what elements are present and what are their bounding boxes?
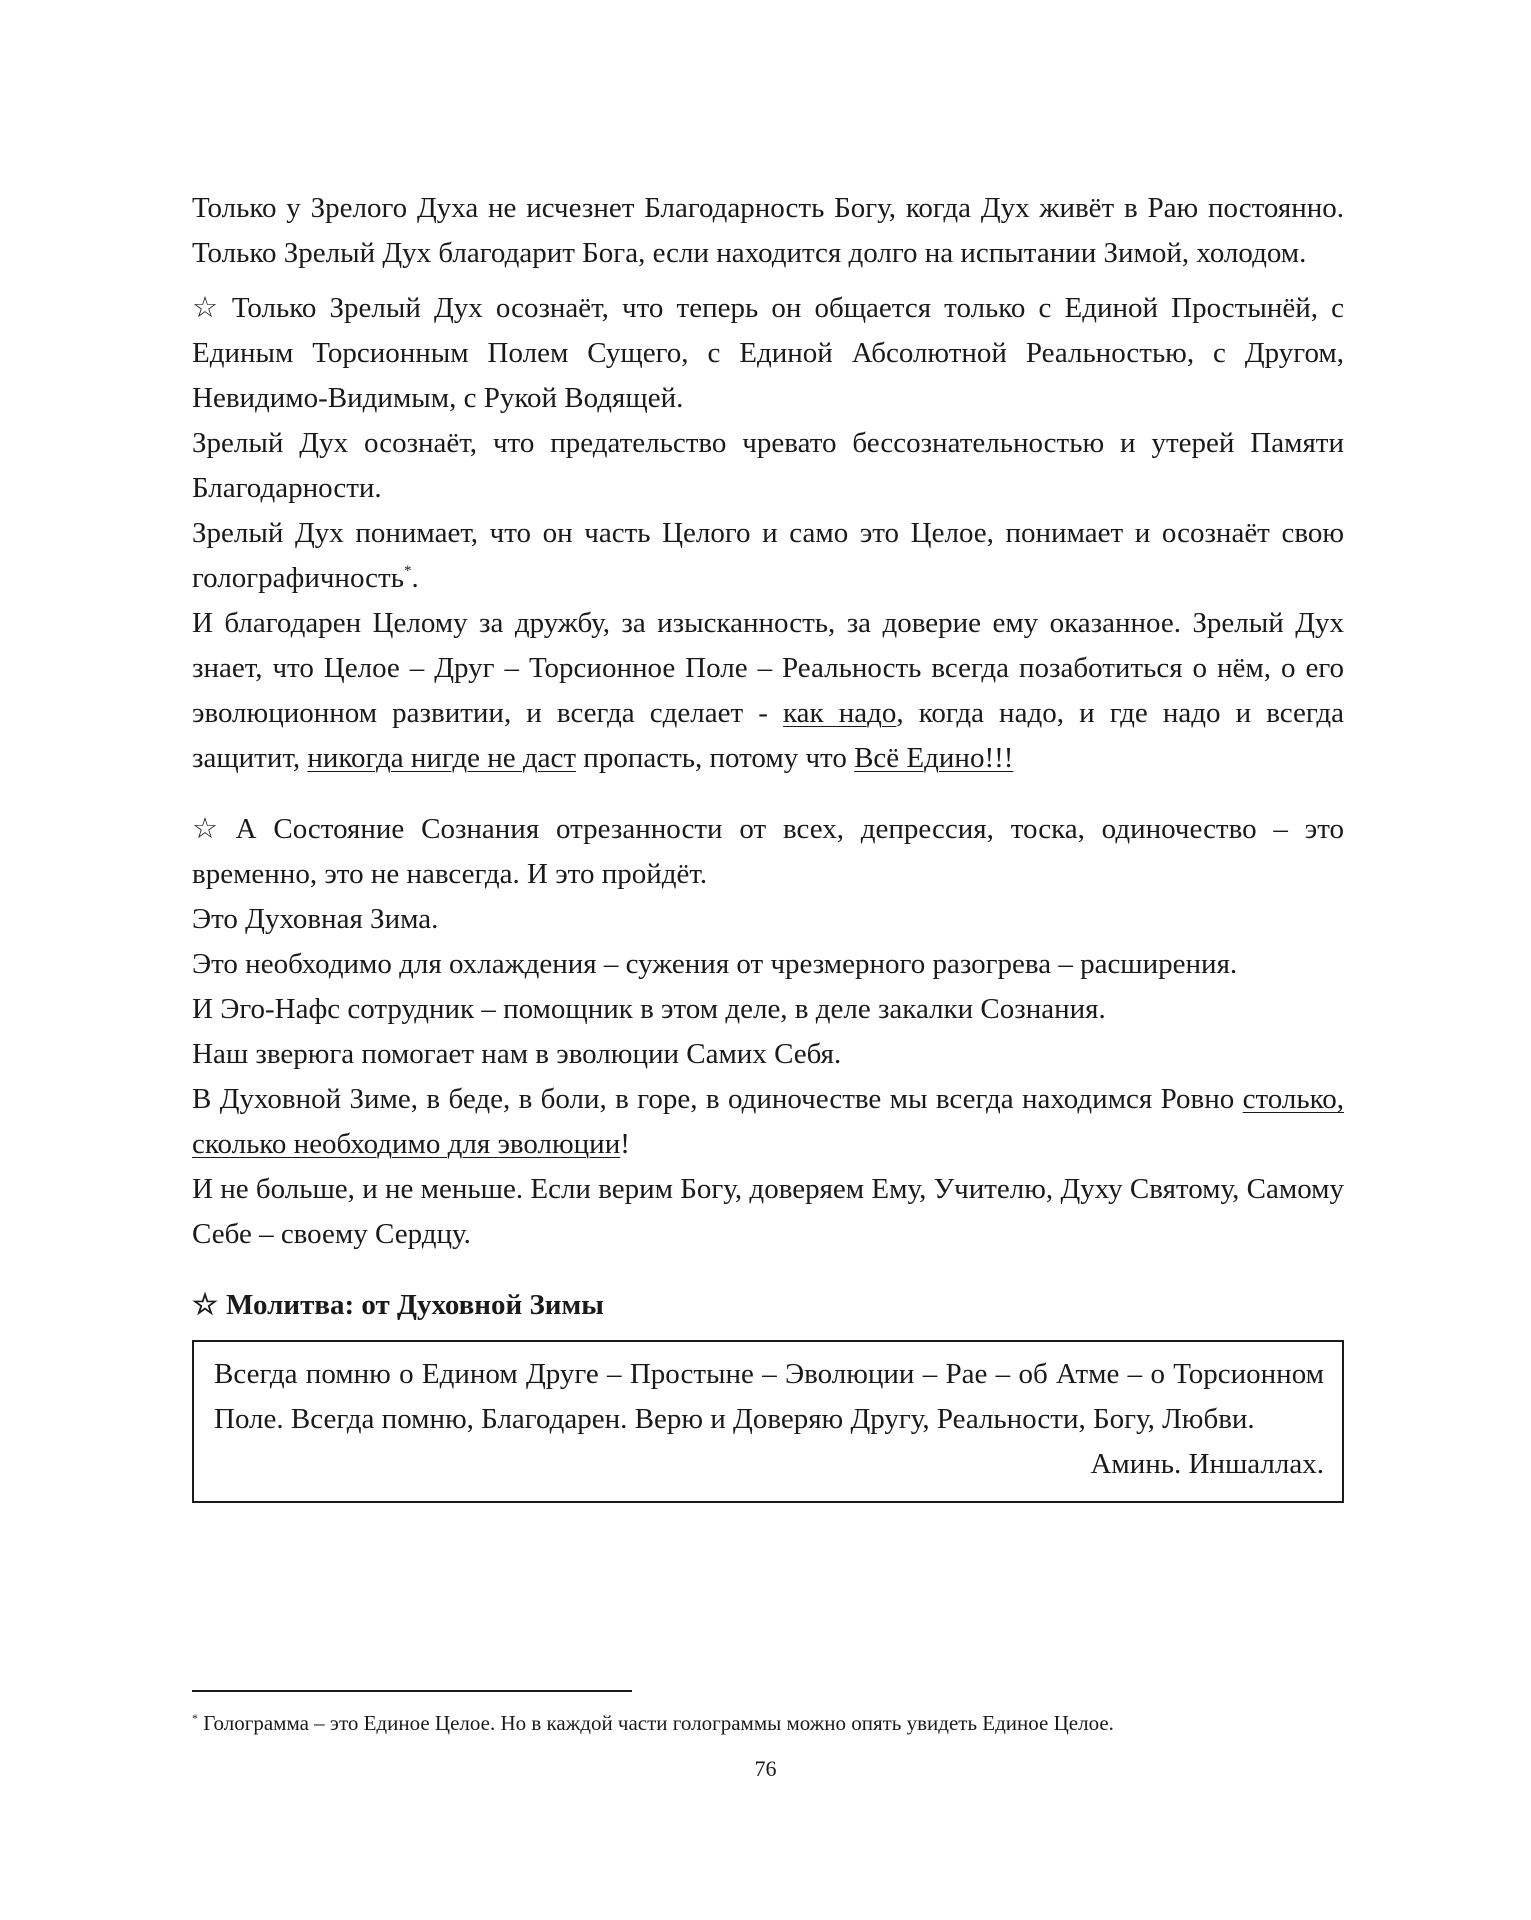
- page-number: 76: [754, 1756, 777, 1781]
- paragraph-6-text: А Состояние Сознания отрезанности от всех, депрессия, тоска, одиночество – это временно, это не навсегда. И это пройдёт.: [192, 813, 1344, 890]
- paragraph-8: Это необходимо для охлаждения – сужения от чрезмерного разогрева – расширения.: [192, 948, 1238, 980]
- prayer-heading: [192, 1283, 1344, 1328]
- paragraph-5-underline-2: никогда нигде не даст: [307, 742, 577, 774]
- paragraph-5-underline-3: Всё Едино!!!: [854, 742, 1014, 774]
- page-body: [192, 186, 1344, 1503]
- paragraph-9: И Эго-Нафс сотрудник – помощник в этом деле, в деле закалки Сознания.: [192, 993, 1106, 1025]
- footnote-mark: *: [192, 1711, 198, 1725]
- paragraph-2: [192, 286, 1344, 421]
- prayer-signature: Аминь. Иншаллах.: [1090, 1448, 1324, 1480]
- star-icon: ☆: [192, 813, 228, 845]
- paragraph-7: Это Духовная Зима.: [192, 903, 439, 935]
- paragraph-4-text: Зрелый Дух понимает, что он часть Целого и само это Целое, понимает и осознаёт свою голографичность: [192, 517, 1344, 594]
- footnote-text: Голограмма – это Единое Целое. Но в каждой части голограммы можно опять увидеть Единое Целое.: [198, 1711, 1114, 1735]
- paragraph-11-text-2: !: [620, 1128, 630, 1160]
- paragraph-5-text-3: пропасть, потому что: [576, 742, 855, 774]
- paragraph-5-text-1: И благодарен Целому за дружбу, за изысканность, за доверие ему оказанное. Зрелый Дух знает, что Целое – Друг – Торсионное Поле – Реальность всегда позаботиться о нём, о его эволюционном развитии, и всегда сделает -: [192, 607, 1344, 729]
- paragraph-6: [192, 807, 1344, 897]
- footnote-divider: [192, 1690, 632, 1692]
- paragraph-5: [192, 601, 1344, 781]
- star-icon: ☆: [192, 292, 224, 324]
- paragraph-11: [192, 1077, 1344, 1167]
- paragraph-5-underline-1: как надо: [783, 697, 897, 729]
- paragraph-4: [192, 511, 1344, 601]
- paragraph-4-end: .: [411, 562, 419, 594]
- paragraph-10: Наш зверюга помогает нам в эволюции Самих Себя.: [192, 1038, 842, 1070]
- paragraph-5-text-2: , когда надо, и где надо и всегда защитит,: [192, 697, 1344, 774]
- footnote-ref[interactable]: *: [403, 563, 412, 579]
- footnote: [192, 1708, 1344, 1738]
- prayer-box: [192, 1340, 1344, 1503]
- paragraph-3: Зрелый Дух осознаёт, что предательство чревато бессознательностью и утерей Памяти Благодарности.: [192, 427, 1344, 504]
- paragraph-11-text-1: В Духовной Зиме, в беде, в боли, в горе, в одиночестве мы всегда находимся Ровно: [192, 1083, 1243, 1115]
- paragraph-11-underline: столько, сколько необходимо для эволюции: [192, 1083, 1344, 1160]
- paragraph-2-text: Только Зрелый Дух осознаёт, что теперь он общается только с Единой Простынёй, с Единым Торсионным Полем Сущего, с Единой Абсолютной Реальностью, с Другом, Невидимо-Видимым, с Рукой Водящей.: [192, 292, 1344, 414]
- paragraph-12: И не больше, и не меньше. Если верим Богу, доверяем Ему, Учителю, Духу Святому, Самому Себе – своему Сердцу.: [192, 1173, 1344, 1250]
- prayer-text: Всегда помню о Едином Друге – Простыне – Эволюции – Рае – об Атме – о Торсионном Поле. Всегда помню, Благодарен. Верю и Доверяю Другу, Реальности, Богу, Любви.: [214, 1358, 1324, 1435]
- paragraph-1: Только у Зрелого Духа не исчезнет Благодарность Богу, когда Дух живёт в Раю постоянно. Только Зрелый Дух благодарит Бога, если находится долго на испытании Зимой, холодом.: [192, 192, 1344, 269]
- prayer-heading-text: Молитва: от Духовной Зимы: [226, 1289, 604, 1321]
- star-icon: ☆: [192, 1289, 218, 1321]
